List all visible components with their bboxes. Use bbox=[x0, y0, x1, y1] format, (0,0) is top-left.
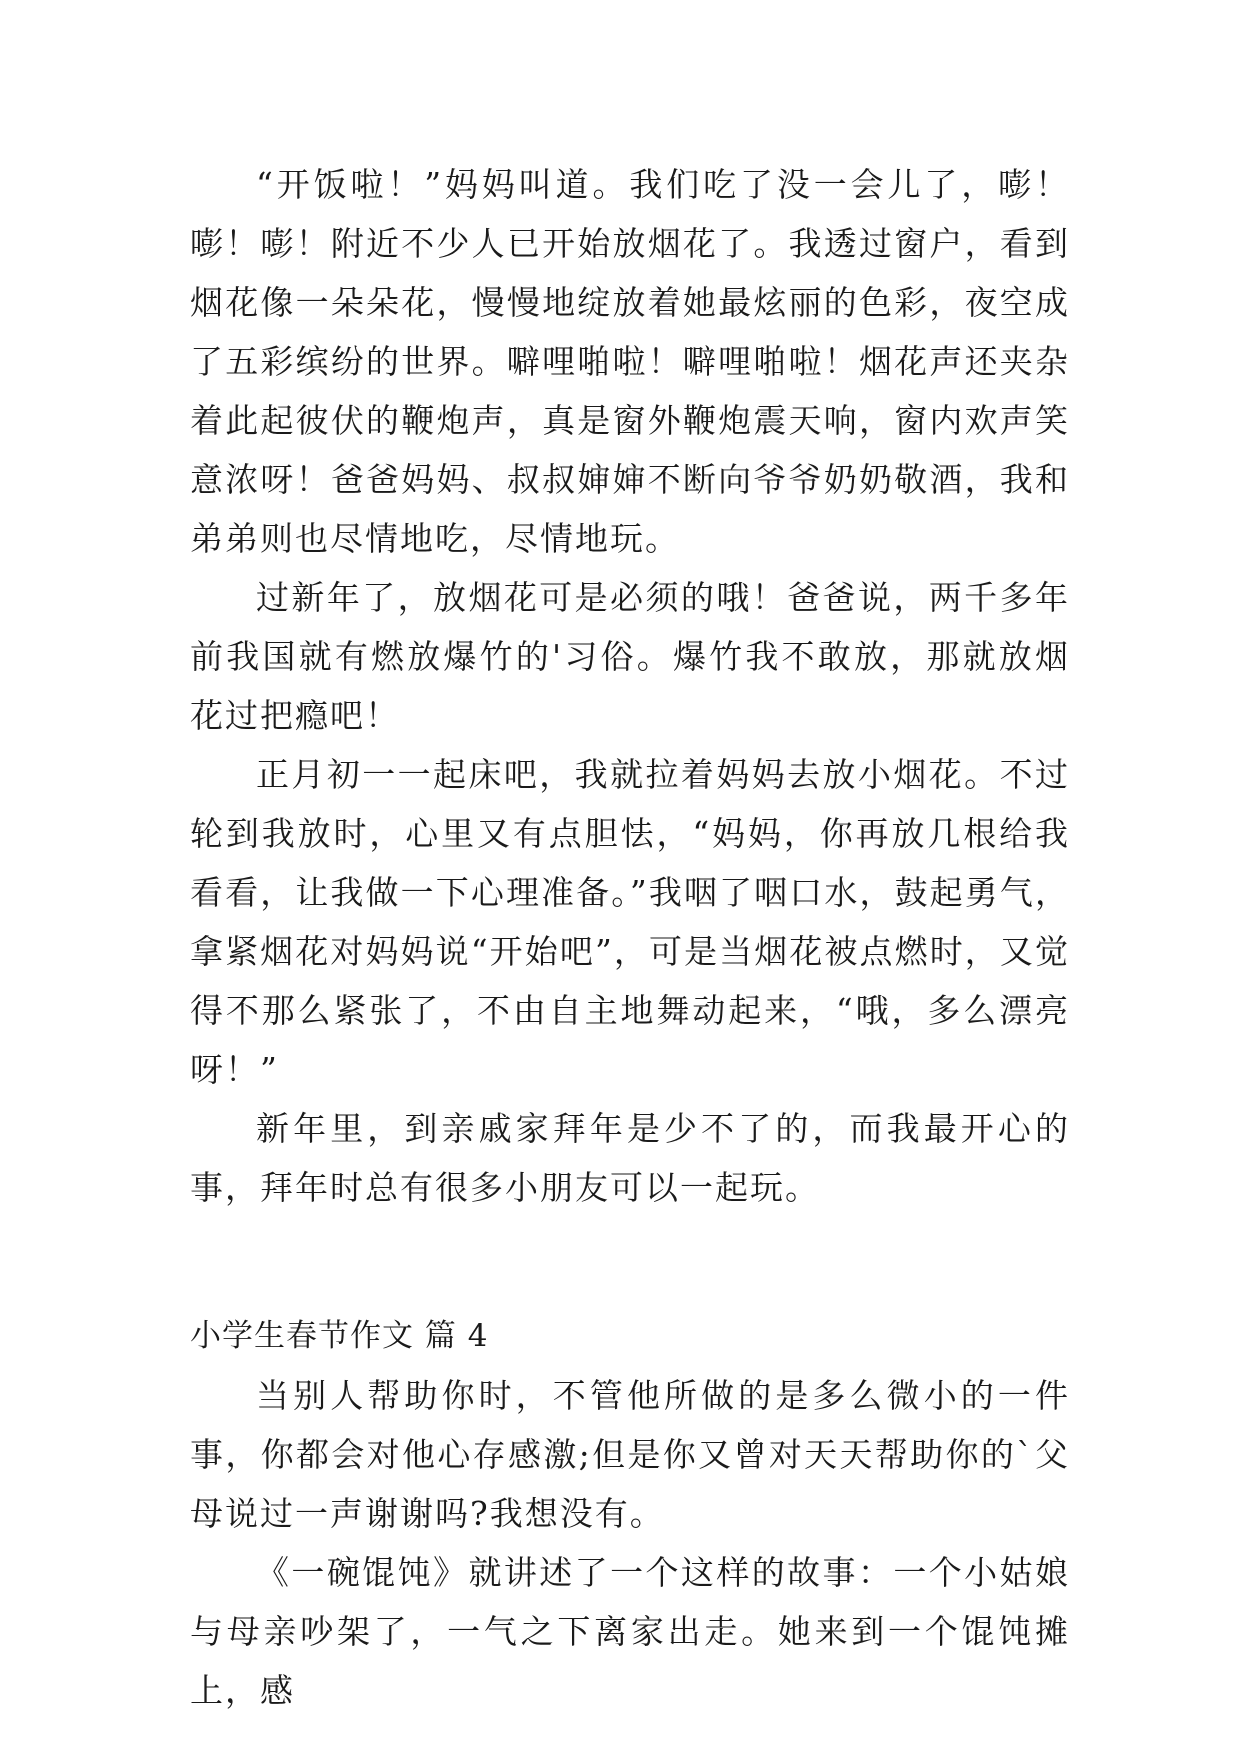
paragraph-wonton-story: 《一碗馄饨》就讲述了一个这样的故事：一个小姑娘与母亲吵架了，一气之下离家出走。她来到一个馄饨摊上，感 bbox=[190, 1553, 1070, 1710]
section-heading: 小学生春节作文 篇 4 bbox=[190, 1318, 489, 1354]
paragraph-new-year-custom: 过新年了，放烟花可是必须的哦！爸爸说，两千多年前我国就有燃放爆竹的'习俗。爆竹我不敢放，那就放烟花过把瘾吧！ bbox=[190, 578, 1070, 735]
paragraph-gratitude: 当别人帮助你时，不管他所做的是多么微小的一件事，你都会对他心存感激;但是你又曾对天天帮助你的`父母说过一声谢谢吗?我想没有。 bbox=[190, 1376, 1070, 1533]
paragraph-visiting-relatives: 新年里，到亲戚家拜年是少不了的，而我最开心的事，拜年时总有很多小朋友可以一起玩。 bbox=[190, 1109, 1070, 1207]
paragraph-first-day: 正月初一一起床吧，我就拉着妈妈去放小烟花。不过轮到我放时，心里又有点胆怯，“妈妈，你再放几根给我看看，让我做一下心理准备。”我咽了咽口水，鼓起勇气，拿紧烟花对妈妈说“开始吧”，可是当烟花被点燃时，又觉得不那么紧张了，不由自主地舞动起来，“哦，多么漂亮呀！” bbox=[190, 755, 1070, 1089]
document-body bbox=[190, 155, 1070, 1720]
paragraph-dinner-fireworks: “开饭啦！”妈妈叫道。我们吃了没一会儿了，嘭！嘭！嘭！附近不少人已开始放烟花了。我透过窗户，看到烟花像一朵朵花，慢慢地绽放着她最炫丽的色彩，夜空成了五彩缤纷的世界。噼哩啪啦！噼哩啪啦！烟花声还夹杂着此起彼伏的鞭炮声，真是窗外鞭炮震天响，窗内欢声笑意浓呀！爸爸妈妈、叔叔婶婶不断向爷爷奶奶敬酒，我和弟弟则也尽情地吃，尽情地玩。 bbox=[190, 165, 1070, 558]
